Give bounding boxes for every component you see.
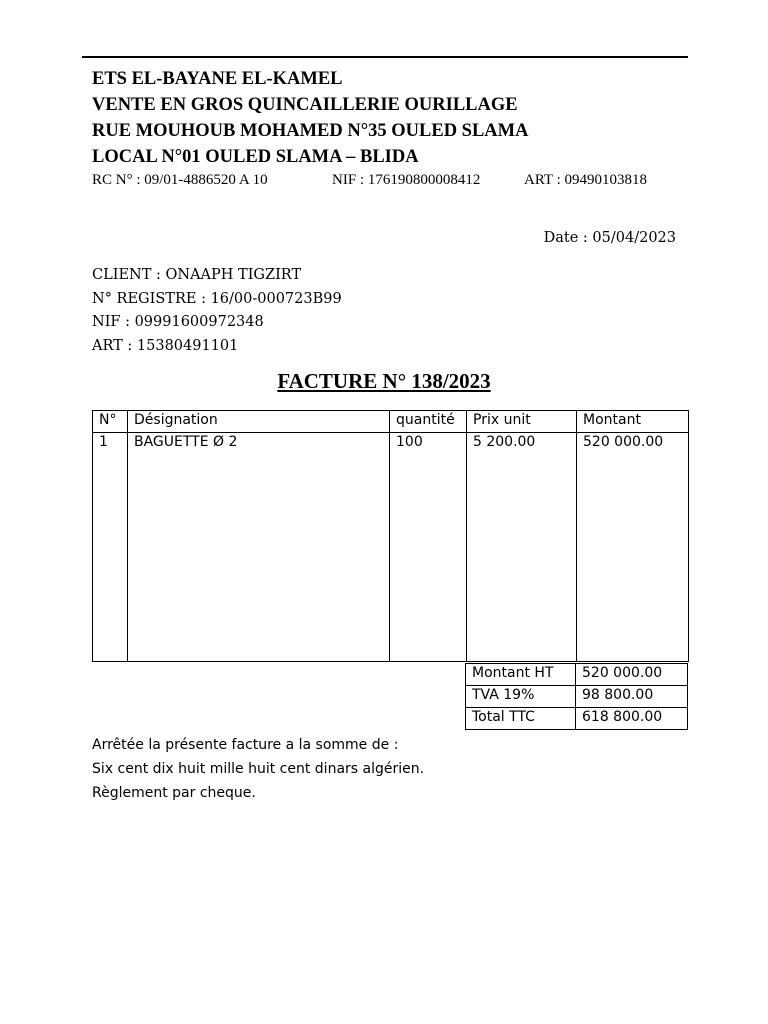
totals-table [465, 663, 688, 730]
company-activity: VENTE EN GROS QUINCAILLERIE OURILLAGE [92, 95, 518, 115]
total-ttc-label: Total TTC [466, 708, 576, 730]
header-quantity: quantité [390, 411, 467, 433]
footer-line-3: Règlement par cheque. [92, 785, 256, 801]
footer-note [92, 733, 424, 805]
company-rc: RC N° : 09/01-4886520 A 10 [92, 172, 268, 188]
total-ttc-value: 618 800.00 [576, 708, 688, 730]
header-num: N° [93, 411, 128, 433]
tva-label: TVA 19% [466, 686, 576, 708]
company-nif: NIF : 176190800008412 [332, 172, 481, 188]
table-row [93, 433, 689, 455]
client-nif: NIF : 09991600972348 [92, 314, 264, 330]
tva-value: 98 800.00 [576, 686, 688, 708]
header-unit-price: Prix unit [467, 411, 577, 433]
company-address-2: LOCAL N°01 OULED SLAMA – BLIDA [92, 147, 419, 167]
total-ht-label: Montant HT [466, 664, 576, 686]
row-designation: BAGUETTE Ø 2 [128, 433, 390, 455]
company-ids [92, 172, 647, 189]
table-filler-row [93, 454, 689, 662]
header-designation: Désignation [128, 411, 390, 433]
row-num: 1 [93, 433, 128, 455]
totals-row [466, 708, 688, 730]
table-header-row [93, 411, 689, 433]
items-table [92, 410, 689, 662]
invoice-title: FACTURE N° 138/2023 [277, 369, 491, 393]
client-art: ART : 15380491101 [92, 337, 239, 354]
header-amount: Montant [577, 411, 689, 433]
row-amount: 520 000.00 [577, 433, 689, 455]
client-registre: N° REGISTRE : 16/00-000723B99 [92, 290, 342, 307]
client-block [92, 264, 342, 358]
company-header [92, 66, 529, 170]
company-art: ART : 09490103818 [524, 172, 647, 188]
total-ht-value: 520 000.00 [576, 664, 688, 686]
totals-row [466, 686, 688, 708]
company-address-1: RUE MOUHOUB MOHAMED N°35 OULED SLAMA [92, 121, 529, 141]
row-unit-price: 5 200.00 [467, 433, 577, 455]
totals-row [466, 664, 688, 686]
top-rule [82, 56, 688, 58]
client-name: CLIENT : ONAAPH TIGZIRT [92, 267, 302, 283]
invoice-date: Date : 05/04/2023 [543, 230, 676, 246]
footer-line-1: Arrêtée la présente facture a la somme de : [92, 737, 399, 753]
row-quantity: 100 [390, 433, 467, 455]
footer-line-2: Six cent dix huit mille huit cent dinars algérien. [92, 761, 425, 777]
company-name: ETS EL-BAYANE EL-KAMEL [92, 69, 343, 89]
